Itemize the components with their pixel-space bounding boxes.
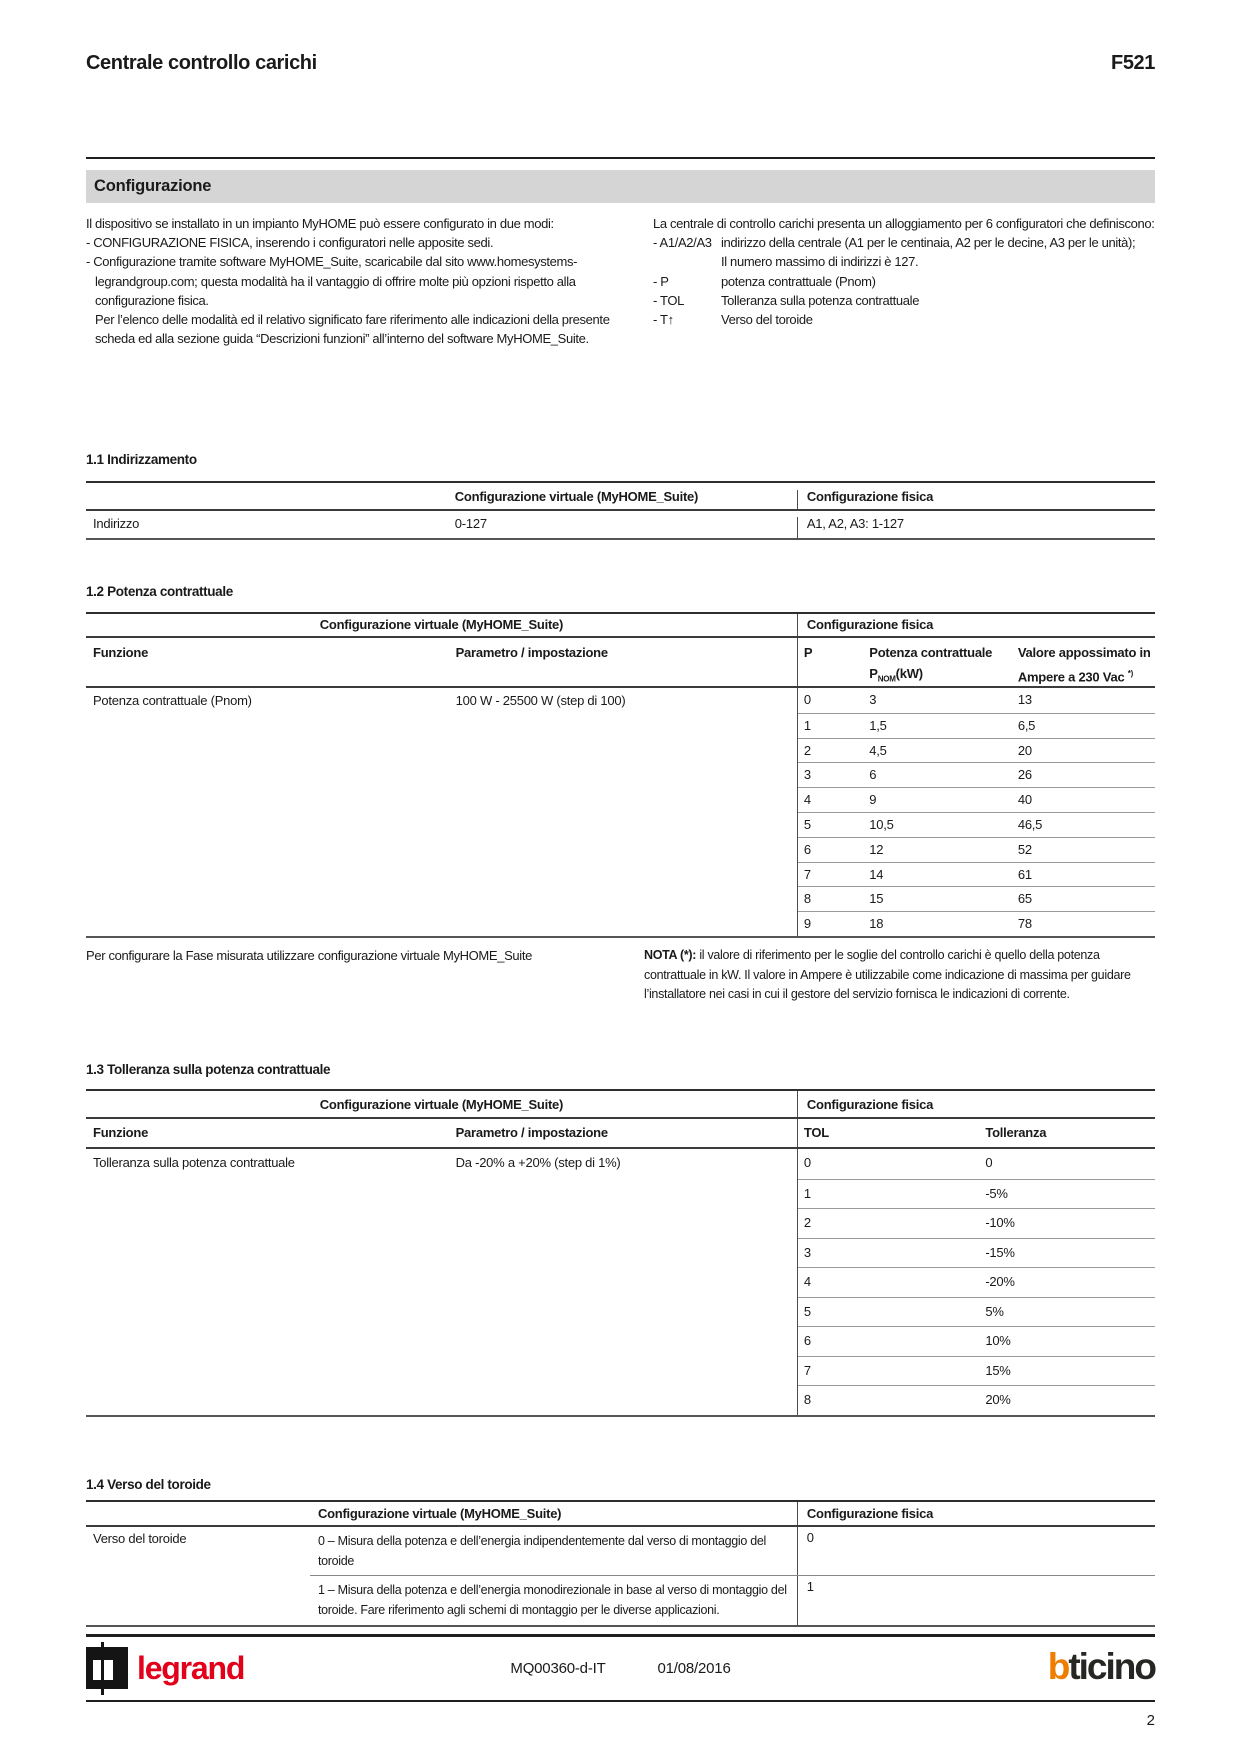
table-row (798, 738, 1155, 763)
kw-value: 14 (869, 866, 884, 882)
physical-value: 0 (797, 1527, 1155, 1575)
footer-rule-top (86, 1634, 1155, 1637)
def-desc: potenza contrattuale (Pnom) (721, 273, 876, 289)
header-cell-empty (86, 1502, 310, 1525)
table-row (798, 1238, 1155, 1268)
p-value: 9 (803, 916, 811, 932)
def-desc (721, 233, 1156, 271)
document-date: 01/08/2016 (657, 1660, 731, 1677)
table-header-row (86, 1502, 1155, 1527)
col-header-tolleranza: Tolleranza (985, 1125, 1047, 1140)
bticino-logo (1048, 1646, 1155, 1688)
ampere-value: 40 (1017, 792, 1032, 808)
table-addressing (86, 481, 1155, 540)
physical-value: A1, A2, A3: 1-127 (797, 517, 1155, 538)
table-row (798, 787, 1155, 812)
subheader-left (86, 1119, 797, 1147)
pnom-symbol: P (869, 666, 878, 681)
kw-value: 10,5 (869, 816, 894, 832)
col-header-line: Valore appossimato in (1017, 645, 1151, 660)
intro-paragraph: Per l’elenco delle modalità ed il relativo significato fare riferimento alle indicazioni della presente scheda ed alla sezione guida “Descrizioni funzioni” all’interno del software MyHOME_Suite. (95, 312, 610, 347)
virtual-config-cell (86, 688, 797, 936)
kw-value: 9 (869, 792, 877, 808)
p-value: 0 (803, 692, 811, 707)
table-header-row (86, 1091, 1155, 1119)
col-header-pnom-kw (869, 638, 1018, 686)
kw-value: 4,5 (869, 742, 887, 758)
intro-bullet: - CONFIGURAZIONE FISICA, inserendo i configuratori nelle apposite sedi. (86, 235, 494, 251)
tol-value: 2 (803, 1215, 811, 1230)
footnote (644, 946, 1157, 1005)
table-row (798, 762, 1155, 787)
ampere-value: 6,5 (1017, 717, 1036, 733)
document-code: MQ00360-d-IT (510, 1660, 606, 1677)
kw-value: 15 (869, 891, 884, 907)
tolerance-value: -20% (985, 1274, 1015, 1289)
function-value: Potenza contrattuale (Pnom) (93, 693, 252, 708)
header-cell-empty (86, 490, 455, 509)
col-header-line: Potenza contrattuale (869, 645, 993, 660)
subheader-right (797, 1119, 1155, 1147)
tolerance-value: -5% (985, 1185, 1008, 1201)
table-body (86, 1149, 1155, 1415)
col-header-ampere (1018, 638, 1155, 686)
legrand-wordmark: legrand (137, 1649, 245, 1686)
tolerance-value: 5% (985, 1303, 1004, 1319)
header-cell-physical: Configurazione fisica (797, 1502, 1155, 1525)
section-bar: Configurazione (86, 170, 1155, 203)
table-row (798, 1179, 1155, 1209)
tol-value: 1 (803, 1185, 811, 1201)
col-header-parametro: Parametro / impostazione (455, 1125, 608, 1140)
note-reference: *) (1127, 669, 1134, 678)
table-row (798, 1149, 1155, 1179)
kw-value: 12 (869, 841, 884, 857)
p-value: 7 (803, 866, 811, 882)
table-row (798, 1297, 1155, 1327)
p-value: 4 (803, 792, 811, 808)
col-header-line (1018, 663, 1155, 687)
tol-value: 4 (803, 1274, 811, 1289)
kw-value: 3 (869, 692, 877, 707)
col-header-line (869, 663, 1018, 690)
p-value: 1 (803, 717, 811, 733)
ampere-value: 61 (1017, 866, 1032, 882)
table-header-row (86, 614, 1155, 638)
intro-bullet: - Configurazione tramite software MyHOME_Suite, scaricabile dal sito www.homesystems-legrandgroup.com; questa modalità ha il vantaggio di offrire molte più opzioni rispetto alla configurazione fisica. (86, 254, 578, 308)
table-row (798, 886, 1155, 911)
subheader-right (797, 638, 1155, 686)
footnote-text: il valore di riferimento per le soglie del controllo carichi è quello della potenza contrattuale in kW. Il valore in Ampere è utilizzabile come indicazione di massima per guidare l’installatore nei casi in cui il gestore del servizio fornisca le indicazioni di corrente. (644, 948, 1131, 1001)
table-row (798, 862, 1155, 887)
header-cell-virtual: Configurazione virtuale (MyHOME_Suite) (454, 489, 699, 504)
pnom-unit: (kW) (895, 666, 923, 681)
def-desc-line: indirizzo della centrale (A1 per le centinaia, A2 per le decine, A3 per le unità); (721, 235, 1136, 251)
header-cell-physical: Configurazione fisica (797, 614, 1155, 636)
def-label: - P (653, 273, 669, 289)
intro-right-column (653, 214, 1156, 329)
bticino-b: b (1047, 1646, 1069, 1687)
pnom-subscript: NOM (877, 674, 896, 684)
table-row (798, 688, 1155, 713)
configurator-def (653, 310, 1156, 329)
p-value: 5 (803, 816, 811, 832)
header-cell-physical: Configurazione fisica (797, 1091, 1155, 1117)
tolerance-value: -15% (985, 1244, 1015, 1260)
function-value: Tolleranza sulla potenza contrattuale (93, 1155, 295, 1170)
footer-doc-info (86, 1660, 1155, 1677)
virtual-config-cell (86, 1149, 797, 1415)
col-header-parametro: Parametro / impostazione (455, 645, 608, 660)
ampere-value: 78 (1017, 916, 1032, 932)
footer-rule-bottom (86, 1700, 1155, 1702)
table-row (798, 1267, 1155, 1297)
ampere-value: 13 (1017, 692, 1032, 707)
p-value: 2 (803, 742, 811, 758)
table-header-row (86, 483, 1155, 511)
table-subheader-row (86, 638, 1155, 688)
col-header-funzione: Funzione (93, 1125, 149, 1140)
ampere-value: 20 (1017, 742, 1032, 758)
toroid-rows (310, 1527, 1155, 1625)
col-header-tol: TOL (803, 1125, 829, 1140)
tol-value: 5 (803, 1303, 811, 1319)
row-label: Indirizzo (93, 516, 140, 531)
intro-left-column (86, 214, 624, 348)
table-row (798, 837, 1155, 862)
table-row (798, 1356, 1155, 1386)
page-number: 2 (1146, 1712, 1155, 1729)
section-heading-1-4: 1.4 Verso del toroide (86, 1477, 211, 1492)
section-heading-1-1: 1.1 Indirizzamento (86, 452, 197, 467)
subheader-left (86, 638, 797, 686)
title-bar (86, 52, 1155, 75)
table-toroid-direction (86, 1500, 1155, 1627)
intro-paragraph: La centrale di controllo carichi presenta un alloggiamento per 6 configuratori che definiscono: (653, 216, 1155, 231)
p-value: 8 (803, 891, 811, 907)
virtual-option: 0 – Misura della potenza e dell’energia indipendentemente dal verso di montaggio del toroide (317, 1534, 766, 1568)
ampere-value: 52 (1017, 841, 1032, 857)
product-code: F521 (1111, 52, 1155, 74)
table-row (798, 1385, 1155, 1415)
page-footer (86, 1645, 1155, 1697)
table-contract-power (86, 612, 1155, 938)
tolerance-value: 0 (985, 1155, 993, 1170)
col-header-p: P (803, 645, 813, 660)
kw-value: 1,5 (869, 717, 887, 733)
def-desc: Verso del toroide (721, 312, 813, 328)
p-value: 3 (803, 767, 811, 783)
configurator-def (653, 272, 1156, 291)
ampere-value: 26 (1017, 767, 1032, 783)
table-row (798, 911, 1155, 936)
table-body (86, 1527, 1155, 1625)
kw-value: 6 (869, 767, 877, 783)
def-label: - T↑ (653, 312, 674, 328)
section-heading-1-2: 1.2 Potenza contrattuale (86, 584, 233, 599)
tolerance-value: 15% (985, 1362, 1011, 1378)
table-row (798, 1208, 1155, 1238)
table-row (798, 1326, 1155, 1356)
col-header-funzione: Funzione (93, 645, 149, 660)
tolerance-value: 20% (985, 1392, 1011, 1407)
page-title: Centrale controllo carichi (86, 52, 317, 74)
table-row (86, 511, 1155, 538)
table-tolerance (86, 1089, 1155, 1417)
def-label: - A1/A2/A3 (653, 235, 712, 251)
p-value: 6 (803, 841, 811, 857)
table-row (798, 812, 1155, 837)
tol-value: 8 (803, 1392, 811, 1407)
kw-value: 18 (869, 916, 884, 932)
table-row (310, 1575, 1155, 1625)
top-rule (86, 157, 1155, 159)
ampere-value: 65 (1017, 891, 1032, 907)
header-cell-physical: Configurazione fisica (797, 490, 1155, 509)
def-desc: Tolleranza sulla potenza contrattuale (721, 292, 920, 308)
row-label: Verso del toroide (93, 1531, 187, 1546)
virtual-value: 0-127 (454, 516, 487, 531)
configurator-def (653, 291, 1156, 310)
physical-value: 1 (797, 1576, 1155, 1625)
ampere-text: Ampere a 230 Vac (1017, 669, 1125, 685)
parameter-value: 100 W - 25500 W (step di 100) (455, 693, 626, 708)
header-cell-virtual: Configurazione virtuale (MyHOME_Suite) (319, 1097, 564, 1112)
header-cell-virtual: Configurazione virtuale (MyHOME_Suite) (319, 617, 564, 632)
tolerance-value: 10% (985, 1333, 1011, 1348)
bticino-wordmark: ticino (1068, 1646, 1155, 1687)
def-label: - TOL (653, 292, 685, 308)
table-subheader-row (86, 1119, 1155, 1149)
virtual-option: 1 – Misura della potenza e dell’energia monodirezionale in base al verso di montaggio del toroide. Fare riferimento agli schemi di montaggio per le diverse applicazioni. (317, 1583, 787, 1617)
physical-config-rows (797, 1149, 1155, 1415)
header-cell-virtual: Configurazione virtuale (MyHOME_Suite) (317, 1506, 562, 1521)
physical-config-rows (797, 688, 1155, 936)
tol-value: 6 (803, 1333, 811, 1348)
tol-value: 7 (803, 1362, 811, 1378)
phase-config-note: Per configurare la Fase misurata utilizzare configurazione virtuale MyHOME_Suite (86, 948, 532, 963)
section-heading-1-3: 1.3 Tolleranza sulla potenza contrattuale (86, 1062, 331, 1077)
tol-value: 0 (803, 1155, 811, 1170)
parameter-value: Da -20% a +20% (step di 1%) (455, 1155, 621, 1170)
configurator-def (653, 233, 1156, 271)
footnote-label: NOTA (*): (644, 948, 697, 962)
ampere-value: 46,5 (1017, 816, 1043, 832)
def-desc-line: Il numero massimo di indirizzi è 127. (721, 254, 919, 270)
table-row (310, 1527, 1155, 1575)
tol-value: 3 (803, 1244, 811, 1260)
table-body (86, 688, 1155, 936)
table-row (798, 713, 1155, 738)
intro-paragraph: Il dispositivo se installato in un impianto MyHOME può essere configurato in due modi: (86, 216, 554, 231)
tolerance-value: -10% (985, 1215, 1015, 1230)
